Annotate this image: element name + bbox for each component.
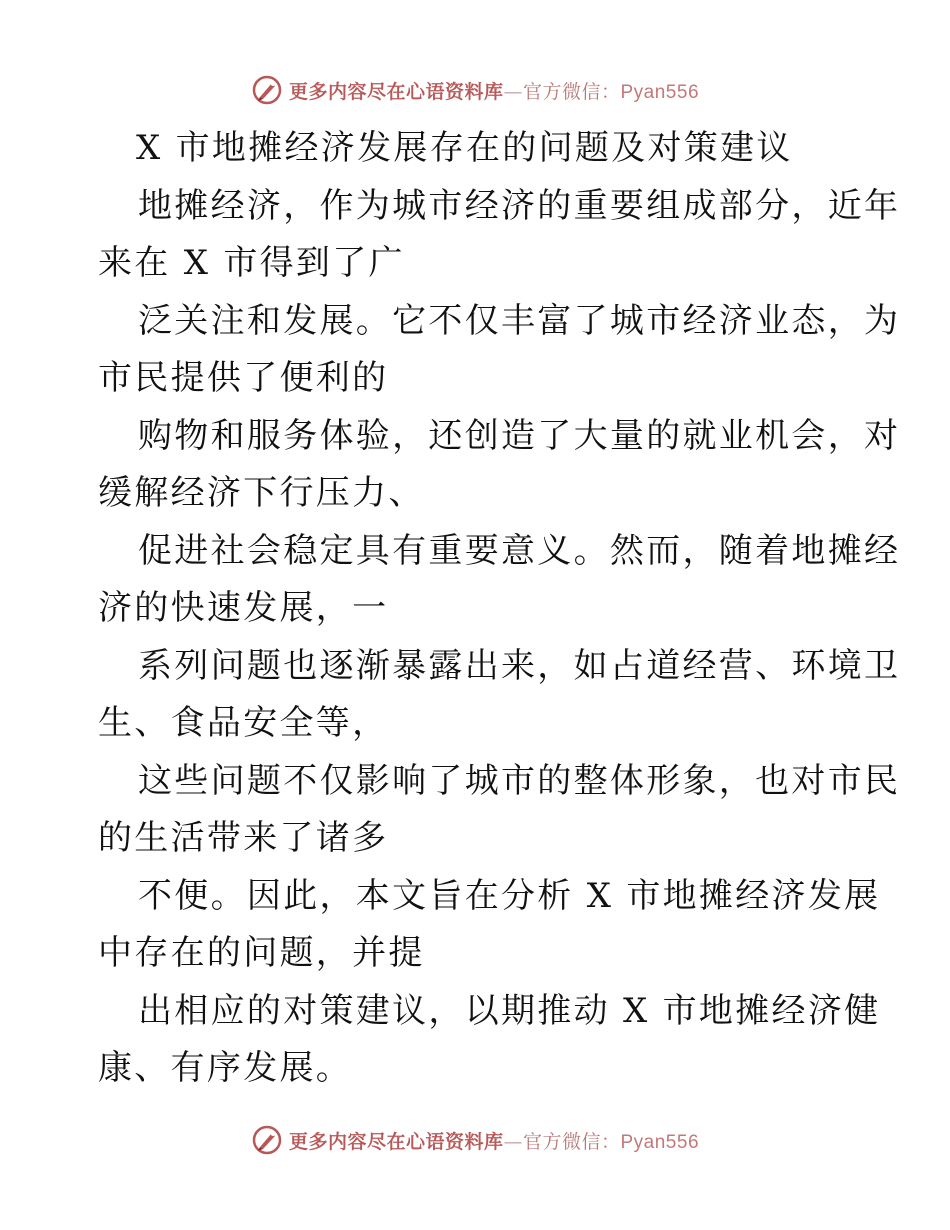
paragraph-line: 缓解经济下行压力、 (98, 473, 425, 513)
paragraph-line: 不便。因此，本文旨在分析 X 市地摊经济发展 (138, 875, 881, 916)
paragraph-line: 促进社会稳定具有重要意义。然而，随着地摊经 (138, 530, 901, 571)
paragraph-line: 泛关注和发展。它不仅丰富了城市经济业态，为 (138, 300, 901, 341)
header-watermark (0, 70, 950, 110)
watermark-text (289, 1127, 699, 1154)
document-body (98, 120, 901, 1098)
watermark-separator: — (503, 1130, 523, 1153)
paragraph-line: 这些问题不仅影响了城市的整体形象，也对市民 (138, 760, 901, 801)
watermark-brand: 更多内容尽在心语资料库 (288, 1130, 504, 1153)
watermark-handle: Pyan556 (620, 1131, 700, 1153)
paragraph-line: 的生活带来了诸多 (98, 818, 389, 858)
paragraph-line: 出相应的对策建议，以期推动 X 市地摊经济健 (138, 990, 881, 1031)
watermark-text (289, 77, 699, 104)
paragraph-line: 济的快速发展，一 (98, 588, 389, 628)
paragraph-line: 购物和服务体验，还创造了大量的就业机会，对 (138, 415, 901, 456)
paragraph-line: 系列问题也逐渐暴露出来，如占道经营、环境卫 (138, 645, 901, 686)
document-title: X 市地摊经济发展存在的问题及对策建议 (136, 128, 793, 168)
paragraph-line: 生、食品安全等， (98, 703, 389, 743)
watermark-separator: — (503, 80, 523, 103)
paragraph-line: 地摊经济，作为城市经济的重要组成部分，近年 (138, 185, 901, 226)
pen-logo-icon (251, 1124, 283, 1156)
footer-watermark (0, 1120, 950, 1160)
paragraph-line: 市民提供了便利的 (98, 358, 389, 398)
watermark-wechat-label: 官方微信： (522, 80, 621, 103)
watermark-wechat-label: 官方微信： (522, 1130, 621, 1153)
watermark-handle: Pyan556 (620, 81, 700, 103)
pen-logo-icon (251, 74, 283, 106)
paragraph-line: 中存在的问题，并提 (98, 933, 425, 973)
watermark-brand: 更多内容尽在心语资料库 (288, 80, 504, 103)
paragraph-line: 来在 X 市得到了广 (98, 243, 405, 283)
paragraph-line: 康、有序发展。 (98, 1048, 353, 1088)
